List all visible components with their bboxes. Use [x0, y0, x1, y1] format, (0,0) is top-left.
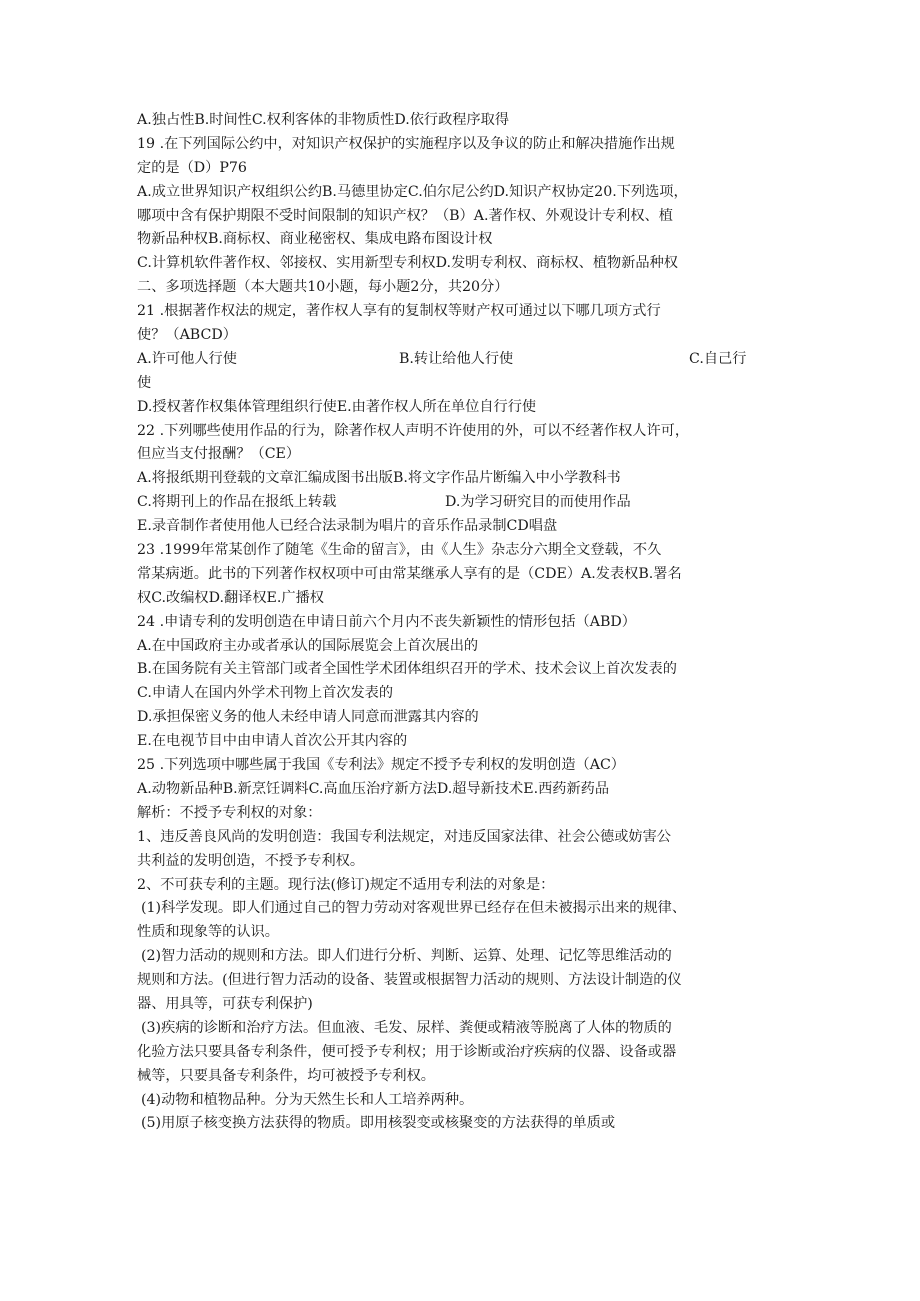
text-line: 权C.改编权D.翻译权E.广播权: [137, 589, 324, 606]
option-d: D.为学习研究目的而使用作品: [445, 494, 631, 511]
text-line: 规则和方法。(但进行智力活动的设备、装置或根据智力活动的规则、方法设计制造的仪: [137, 972, 682, 989]
list-item: (4)动物和植物品种。分为天然生长和人工培养两种。: [141, 1091, 474, 1108]
question-21: 21 .根据著作权法的规定，著作权人享有的复制权等财产权可通过以下哪几项方式行: [137, 303, 661, 320]
q21-options-row: [137, 348, 787, 372]
analysis-heading: 解析：不授予专利权的对象：: [137, 804, 322, 821]
question-22: 22 .下列哪些使用作品的行为，除著作权人声明不许使用的外，可以不经著作权人许可，: [137, 422, 690, 439]
text-line: 哪项中含有保护期限不受时间限制的知识产权？（B）A.著作权、外观设计专利权、植: [137, 207, 673, 224]
section-heading: 二、多项选择题（本大题共10小题，每小题2分，共20分）: [137, 279, 509, 296]
text-line: A.成立世界知识产权组织公约B.马德里协定C.伯尔尼公约D.知识产权协定20.下列选项，: [137, 183, 688, 200]
list-item: (3)疾病的诊断和治疗方法。但血液、毛发、尿样、粪便或精液等脱离了人体的物质的: [141, 1019, 672, 1036]
option-c: C.将期刊上的作品在报纸上转载: [137, 494, 337, 511]
text-line: D.承担保密义务的他人未经申请人同意而泄露其内容的: [137, 709, 479, 726]
list-item: (5)用原子核变换方法获得的物质。即用核裂变或核聚变的方法获得的单质或: [141, 1115, 616, 1132]
option-c: C.自己行: [689, 350, 747, 367]
text-line: A.在中国政府主办或者承认的国际展览会上首次展出的: [137, 637, 479, 654]
text-line: C.申请人在国内外学术刊物上首次发表的: [137, 685, 394, 702]
text-line: B.在国务院有关主管部门或者全国性学术团体组织召开的学术、技术会议上首次发表的: [137, 661, 677, 678]
text-line: E.在电视节目中由申请人首次公开其内容的: [137, 733, 408, 750]
text-line: 常某病逝。此书的下列著作权权项中可由常某继承人享有的是（CDE）A.发表权B.署名: [137, 565, 682, 582]
list-item: (1)科学发现。即人们通过自己的智力劳动对客观世界已经存在但未被揭示出来的规律、: [141, 900, 687, 917]
text-line: A.动物新品种B.新烹饪调料C.高血压治疗新方法D.超导新技术E.西药新药品: [137, 780, 610, 797]
text-line: 共利益的发明创造，不授予专利权。: [137, 852, 365, 869]
question-23: 23 .1999年常某创作了随笔《生命的留言》，由《人生》杂志分六期全文登载，不久: [137, 542, 662, 559]
question-24: 24 .申请专利的发明创造在申请日前六个月内不丧失新颖性的情形包括（ABD）: [137, 613, 636, 630]
text-line: 械等，只要具备专利条件，均可被授予专利权。: [137, 1067, 435, 1084]
text-line: A.将报纸期刊登载的文章汇编成图书出版B.将文字作品片断编入中小学教科书: [137, 470, 621, 487]
text-line: A.独占性B.时间性C.权利客体的非物质性D.依行政程序取得: [137, 112, 510, 128]
text-line: E.录音制作者使用他人已经合法录制为唱片的音乐作品录制CD唱盘: [137, 518, 558, 535]
text-line: 器、用具等，可获专利保护): [137, 995, 313, 1012]
text-line: 化验方法只要具备专利条件，便可授予专利权；用于诊断或治疗疾病的仪器、设备或器: [137, 1043, 677, 1060]
list-item: (2)智力活动的规则和方法。即人们进行分析、判断、运算、处理、记忆等思维活动的: [141, 948, 672, 965]
text-line: 性质和现象等的认识。: [137, 924, 279, 941]
option-a: A.许可他人行使: [137, 350, 237, 367]
question-25: 25 .下列选项中哪些属于我国《专利法》规定不授予专利权的发明创造（AC）: [137, 757, 625, 774]
document-body: [137, 109, 787, 1136]
option-b: B.转让给他人行使: [399, 350, 514, 367]
text-line: 1、违反善良风尚的发明创造：我国专利法规定，对违反国家法律、社会公德或妨害公: [137, 828, 671, 845]
text-line: 使？（ABCD）: [137, 327, 237, 344]
question-19: 19 .在下列国际公约中，对知识产权保护的实施程序以及争议的防止和解决措施作出规: [137, 135, 675, 152]
text-line: 物新品种权B.商标权、商业秘密权、集成电路布图设计权: [137, 231, 493, 248]
text-line: 使: [137, 374, 152, 391]
text-line: 定的是（D）P76: [137, 159, 247, 176]
text-line: D.授权著作权集体管理组织行使E.由著作权人所在单位自行行使: [137, 398, 537, 415]
q22-options-row: [137, 491, 787, 515]
text-line: 2、不可获专利的主题。现行法(修订)规定不适用专利法的对象是：: [137, 876, 555, 893]
text-line: C.计算机软件著作权、邻接权、实用新型专利权D.发明专利权、商标权、植物新品种权: [137, 255, 678, 272]
text-line: 但应当支付报酬？（CE）: [137, 446, 301, 463]
